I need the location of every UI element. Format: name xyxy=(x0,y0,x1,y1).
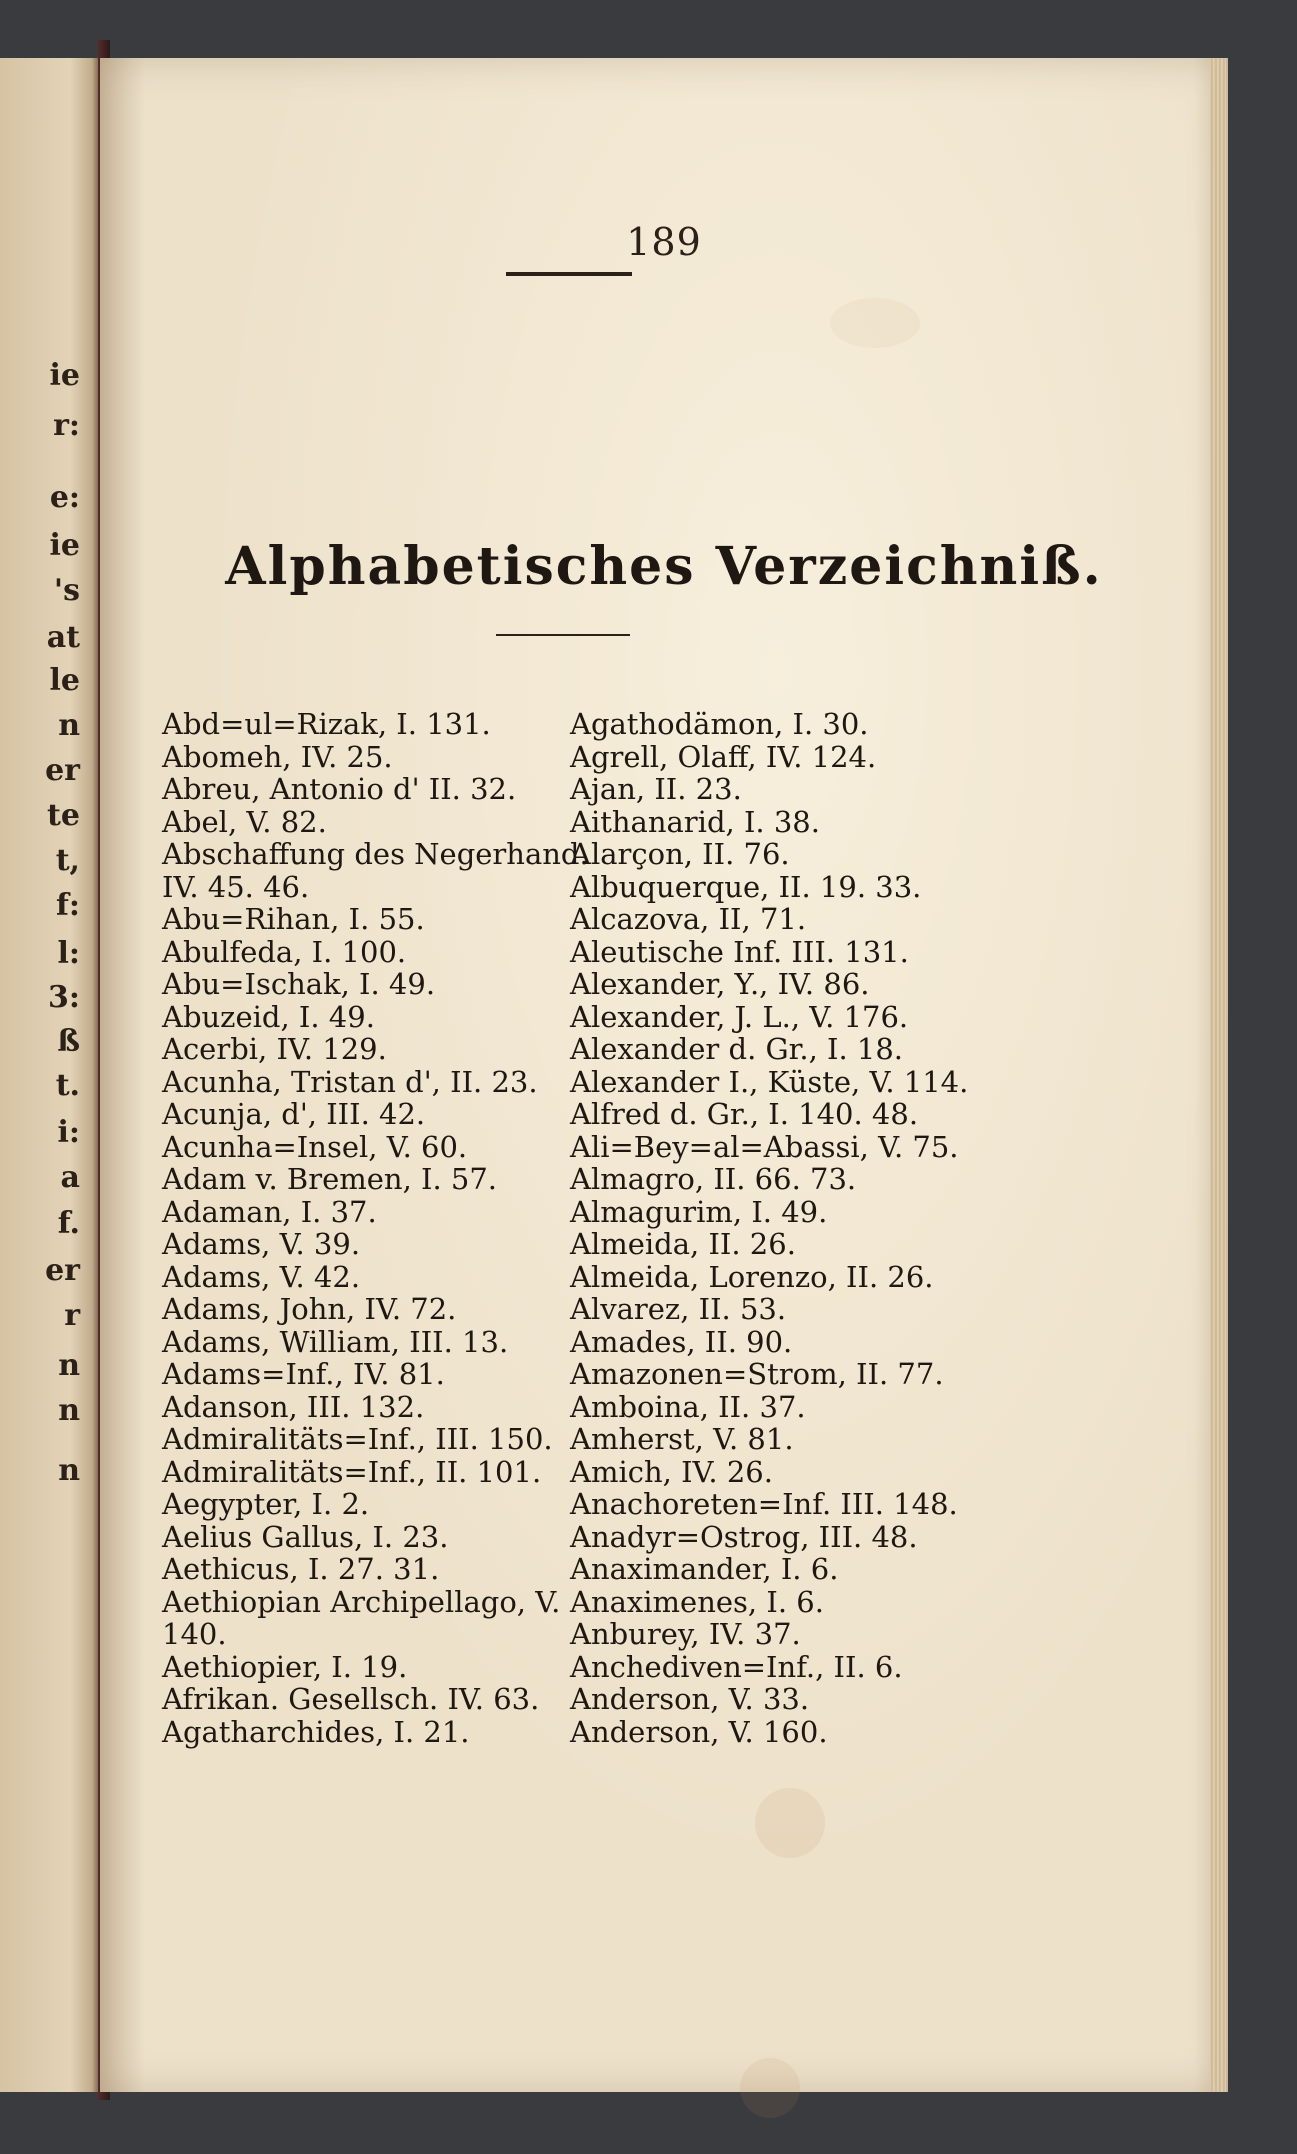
previous-page-fragment: l: xyxy=(57,936,80,971)
index-entry: Abu=Rihan, I. 55. xyxy=(162,902,425,936)
index-entry: Alarçon, II. 76. xyxy=(570,837,790,871)
index-entry: Acunha, Tristan d', II. 23. xyxy=(162,1064,538,1099)
index-entry: Anderson, V. 160. xyxy=(570,1714,828,1749)
index-entry: Ajan, II. 23. xyxy=(570,772,742,806)
index-entry: Alcazova, II, 71. xyxy=(570,902,807,936)
previous-page-fragment: a xyxy=(60,1160,80,1195)
previous-page-fragment: 3: xyxy=(48,980,80,1015)
index-entry: Aethiopier, I. 19. xyxy=(162,1649,408,1684)
index-entry: Amherst, V. 81. xyxy=(570,1422,794,1456)
previous-page-fragment: n xyxy=(58,1348,80,1383)
index-entry: Adanson, III. 132. xyxy=(162,1389,425,1424)
previous-page-fragment: er xyxy=(45,1253,80,1288)
index-entry: Aleutische Inf. III. 131. xyxy=(570,934,909,969)
index-entry: Alexander d. Gr., I. 18. xyxy=(570,1032,904,1066)
page-title: Alphabetisches Verzeichniß. xyxy=(225,536,1103,597)
index-entry: Alfred d. Gr., I. 140. 48. xyxy=(570,1097,919,1131)
paper-stain xyxy=(740,2058,800,2118)
index-entry: Aegypter, I. 2. xyxy=(162,1487,370,1521)
index-entry: Alexander, J. L., V. 176. xyxy=(570,999,909,1034)
previous-page-fragment: i: xyxy=(57,1115,80,1150)
index-entry: Abschaffung des Negerhand. xyxy=(162,837,589,871)
index-entry: Almeida, II. 26. xyxy=(570,1227,796,1261)
index-entry: Aethicus, I. 27. 31. xyxy=(162,1552,440,1586)
index-entry: Anaximenes, I. 6. xyxy=(570,1584,824,1619)
index-entry: Adaman, I. 37. xyxy=(162,1194,377,1229)
paper-stain xyxy=(830,298,920,348)
index-entry: Adams, William, III. 13. xyxy=(162,1324,509,1359)
index-entry: Almeida, Lorenzo, II. 26. xyxy=(570,1259,934,1294)
index-entry: Aethiopian Archipellago, V. xyxy=(162,1584,561,1619)
index-entry: Agrell, Olaff, IV. 124. xyxy=(570,739,877,774)
index-entry: Adams=Inf., IV. 81. xyxy=(162,1357,445,1391)
index-entry: Adam v. Bremen, I. 57. xyxy=(162,1162,498,1196)
book-page xyxy=(100,58,1228,2092)
index-entry: Aelius Gallus, I. 23. xyxy=(162,1519,449,1554)
index-entry: Almagro, II. 66. 73. xyxy=(570,1162,857,1196)
page-number: 189 xyxy=(626,220,702,264)
index-entry: Anchediven=Inf., II. 6. xyxy=(570,1649,903,1684)
index-entry: Aithanarid, I. 38. xyxy=(570,804,820,839)
index-entry: Alvarez, II. 53. xyxy=(570,1292,787,1326)
page-number-rule xyxy=(506,272,632,276)
index-entry: Amazonen=Strom, II. 77. xyxy=(570,1357,944,1391)
index-entry: Amich, IV. 26. xyxy=(570,1454,773,1489)
index-entry: Anachoreten=Inf. III. 148. xyxy=(570,1487,958,1521)
title-rule xyxy=(496,634,630,636)
previous-page-fragment: r: xyxy=(53,408,80,443)
previous-page-fragment: ie xyxy=(49,528,80,563)
index-entry: Afrikan. Gesellsch. IV. 63. xyxy=(162,1682,540,1716)
index-entry: Almagurim, I. 49. xyxy=(570,1194,828,1229)
previous-page xyxy=(0,58,100,2092)
previous-page-fragment: t, xyxy=(55,843,80,878)
index-column-left xyxy=(162,708,634,1748)
previous-page-fragment: f. xyxy=(57,1206,80,1241)
previous-page-fragment: 's xyxy=(53,573,80,608)
index-entry: Admiralitäts=Inf., II. 101. xyxy=(162,1454,542,1489)
index-column-right xyxy=(570,708,1070,1748)
index-entry: Amades, II. 90. xyxy=(570,1324,793,1359)
index-entry: Agatharchides, I. 21. xyxy=(162,1714,470,1749)
index-entry: Anderson, V. 33. xyxy=(570,1682,810,1716)
index-entry: Ali=Bey=al=Abassi, V. 75. xyxy=(570,1129,959,1164)
index-entry: Alexander I., Küste, V. 114. xyxy=(570,1064,969,1099)
previous-page-fragment: e: xyxy=(49,480,80,515)
previous-page-fragment: n xyxy=(58,708,80,743)
index-entry: Acunja, d', III. 42. xyxy=(162,1097,426,1131)
index-entry: IV. 45. 46. xyxy=(162,869,310,904)
index-entry: Albuquerque, II. 19. 33. xyxy=(570,869,922,904)
previous-page-fragment: t. xyxy=(55,1068,80,1103)
index-entry: Abu=Ischak, I. 49. xyxy=(162,967,436,1001)
index-entry: 140. xyxy=(162,1617,227,1651)
previous-page-fragment: le xyxy=(49,663,80,698)
index-entry: Abuzeid, I. 49. xyxy=(162,999,375,1034)
index-entry: Acunha=Insel, V. 60. xyxy=(162,1129,468,1164)
previous-page-fragment: at xyxy=(46,620,80,655)
index-entry: Anaximander, I. 6. xyxy=(570,1552,839,1586)
paper-stain xyxy=(755,1788,825,1858)
previous-page-fragment: r xyxy=(64,1298,80,1333)
previous-page-fragment: ie xyxy=(49,358,80,393)
index-entry: Abel, V. 82. xyxy=(162,804,327,839)
index-entry: Abreu, Antonio d' II. 32. xyxy=(162,772,517,806)
previous-page-fragment: n xyxy=(58,1453,80,1488)
index-entry: Acerbi, IV. 129. xyxy=(162,1032,387,1066)
previous-page-fragment: er xyxy=(45,753,80,788)
page-edges xyxy=(1210,58,1226,2092)
index-entry: Adams, V. 39. xyxy=(162,1227,361,1261)
index-entry: Abomeh, IV. 25. xyxy=(162,739,393,774)
index-entry: Alexander, Y., IV. 86. xyxy=(570,967,870,1001)
previous-page-fragment: n xyxy=(58,1393,80,1428)
previous-page-fragment: f: xyxy=(56,888,80,923)
index-entry: Abulfeda, I. 100. xyxy=(162,934,407,969)
index-entry: Abd=ul=Rizak, I. 131. xyxy=(162,707,491,741)
index-entry: Amboina, II. 37. xyxy=(570,1389,806,1424)
index-entry: Anadyr=Ostrog, III. 48. xyxy=(570,1519,918,1554)
index-entry: Anburey, IV. 37. xyxy=(570,1617,801,1651)
index-entry: Admiralitäts=Inf., III. 150. xyxy=(162,1422,553,1456)
index-entry: Agathodämon, I. 30. xyxy=(570,707,869,741)
index-entry: Adams, John, IV. 72. xyxy=(162,1292,457,1326)
index-entry: Adams, V. 42. xyxy=(162,1259,361,1294)
previous-page-fragment: ß xyxy=(57,1024,80,1059)
previous-page-fragment: te xyxy=(47,798,80,833)
